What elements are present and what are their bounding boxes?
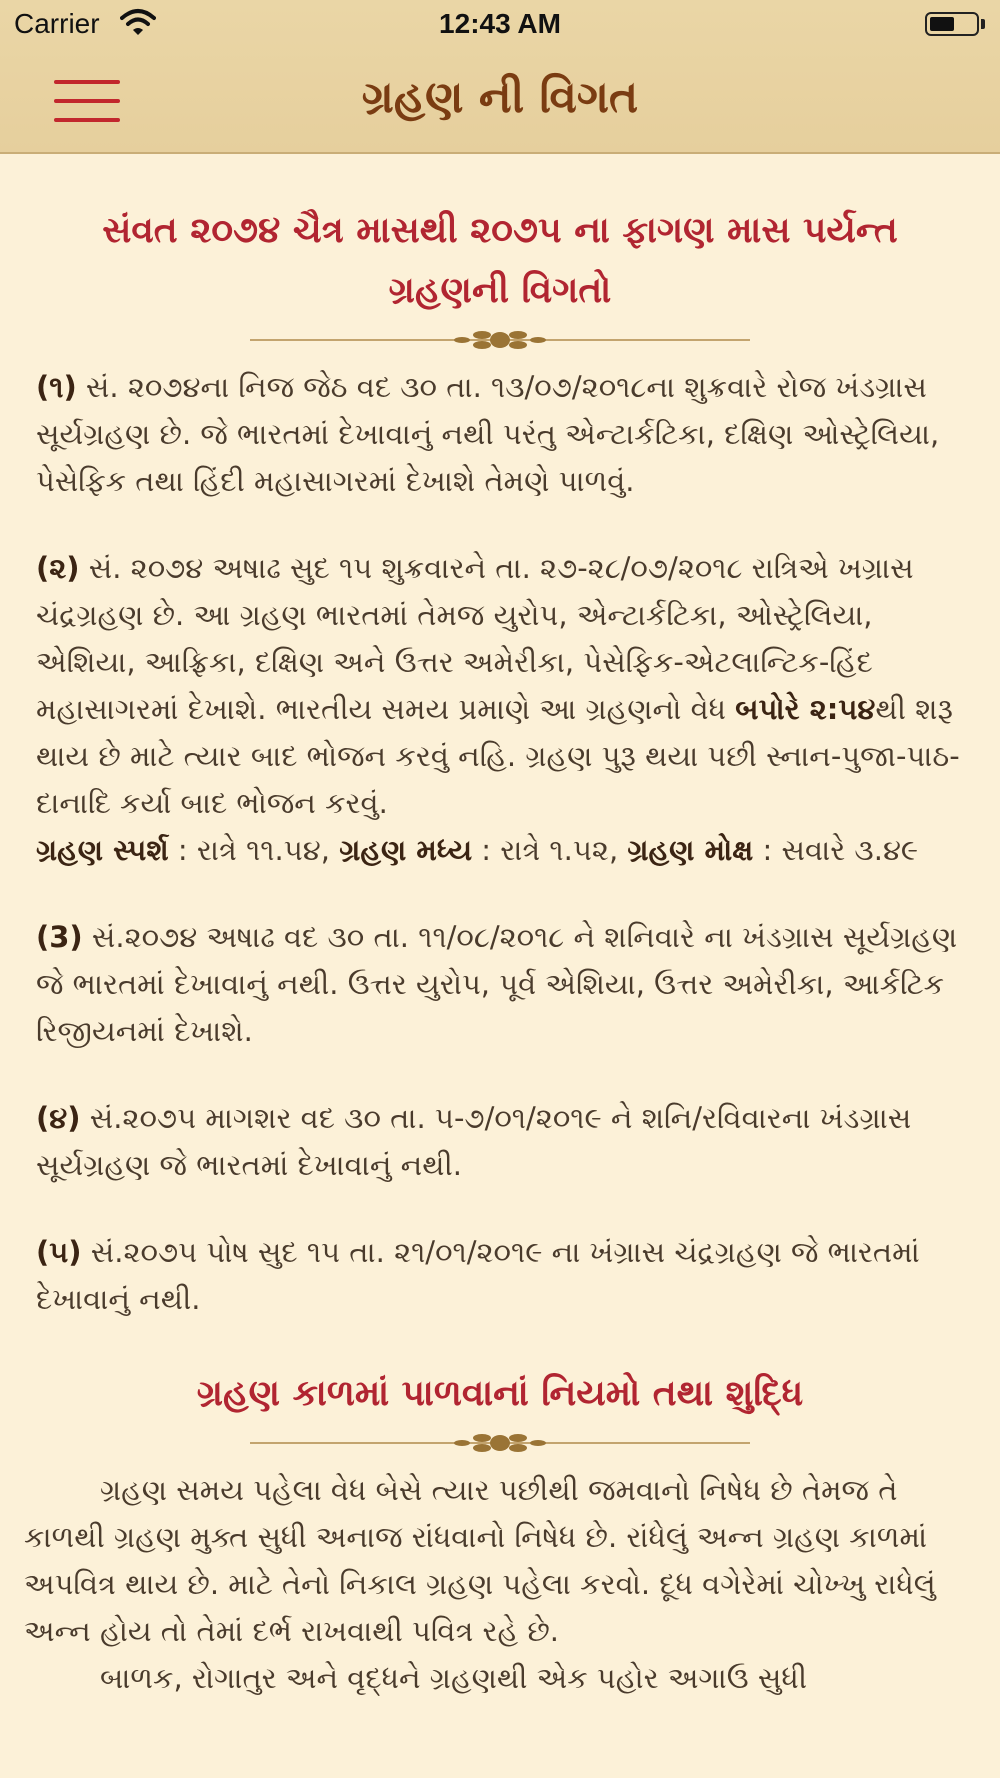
start-time: બપોરે ૨:૫૪	[735, 692, 876, 726]
battery-icon	[925, 12, 979, 36]
status-bar	[0, 0, 1000, 50]
item-number: (3)	[36, 920, 83, 954]
item-number: (૧)	[36, 370, 77, 404]
rules-paragraph-2: બાળક, રોગાતુર અને વૃદ્ધને ગ્રહણથી એક પહોર અગાઉ સુધી	[100, 1661, 808, 1695]
eclipse-item-4	[36, 1095, 966, 1189]
section-title-rules: ગ્રહણ કાળમાં પાળવાનાં નિયમો તથા શુદ્ધિ	[196, 1372, 804, 1414]
item-number: (૨)	[36, 551, 80, 585]
item-number: (૪)	[36, 1101, 81, 1135]
item-text: સં. ૨૦૭૪ના નિજ જેઠ વદ ૩૦ તા. ૧૩/૦૭/૨૦૧૮ના શુક્રવારે રોજ ખંડગ્રાસ સૂર્યગ્રહણ છે. જે ભારતમાં દેખાવાનું નથી પરંતુ એન્ટાર્કટિકા, દક્ષિણ ઓસ્ટ્રેલિયા, પેસેફિક તથા હિંદી મહાસાગરમાં દેખાશે તેમણે પાળવું.	[36, 370, 940, 498]
carrier-label: Carrier	[14, 8, 100, 39]
eclipse-item-3	[36, 914, 966, 1055]
item-text: સં.૨૦૭૪ અષાઢ વદ ૩૦ તા. ૧૧/૦૮/૨૦૧૮ ને શનિવારે ના ખંડગ્રાસ સૂર્યગ્રહણ જે ભારતમાં દેખાવાનું નથી. ઉત્તર યુરોપ, પૂર્વ એશિયા, ઉત્તર અમેરીકા, આર્કટિક રિજીયનમાં દેખાશે.	[36, 920, 958, 1048]
sparsh-value: : રાત્રે ૧૧.૫૪,	[168, 833, 340, 867]
item-text: થી શરૂ થાય છે માટે ત્યાર બાદ ભોજન કરવું નહિ. ગ્રહણ પુરૂ થયા પછી સ્નાન-પુજા-પાઠ-દાનાદિ કર્યા બાદ ભોજન કરવું.	[36, 692, 960, 820]
madhya-label: ગ્રહણ મધ્ય	[339, 833, 473, 867]
rules-paragraph: ગ્રહણ સમય પહેલા વેધ બેસે ત્યાર પછીથી જમવાનો નિષેધ છે તેમજ તે કાળથી ગ્રહણ મુક્ત સુધી અનાજ રાંધવાનો નિષેધ છે. રાંધેલું અન્ન ગ્રહણ કાળમાં અપવિત્ર થાય છે. માટે તેનો નિકાલ ગ્રહણ પહેલા કરવો. દૂધ વગેરેમાં ચોખ્ખુ રાધેલું અન્ન હોય તો તેમાં દર્ભ રાખવાથી પવિત્ર રહે છે.	[24, 1473, 936, 1648]
page-title: ગ્રહણ ની વિગત	[361, 72, 639, 123]
item-text: સં.૨૦૭૫ પોષ સુદ ૧૫ તા. ૨૧/૦૧/૨૦૧૯ ના ખંગ્રાસ ચંદ્રગ્રહણ જે ભારતમાં દેખાવાનું નથી.	[36, 1235, 920, 1316]
content-scroll[interactable]	[0, 200, 1000, 1702]
item-text: સં.૨૦૭૫ માગશર વદ ૩૦ તા. ૫-૭/૦૧/૨૦૧૯ ને શનિ/રવિવારના ખંડગ્રાસ સૂર્યગ્રહણ જે ભારતમાં દેખાવાનું નથી.	[36, 1101, 912, 1182]
battery-tip	[981, 19, 985, 29]
status-time: 12:43 AM	[439, 8, 561, 39]
moksh-value: : સવારે ૩.૪૯	[753, 833, 919, 867]
eclipse-item-5	[36, 1229, 966, 1323]
item-number: (૫)	[36, 1235, 82, 1269]
nav-bar	[0, 0, 1000, 154]
eclipse-item-1	[36, 364, 966, 505]
section-title-eclipse-details: સંવત ૨૦૭૪ ચૈત્ર માસથી ૨૦૭૫ ના ફાગણ માસ પર્યન્ત ગ્રહણની વિગતો	[102, 209, 898, 311]
item-text: સં. ૨૦૭૪ અષાઢ સુદ ૧૫ શુક્રવારને તા. ૨૭-૨૮/૦૭/૨૦૧૮ રાત્રિએ ખગ્રાસ ચંદ્રગ્રહણ છે. આ ગ્રહણ ભારતમાં તેમજ યુરોપ, એન્ટાર્કટિકા, ઓસ્ટ્રેલિયા, એશિયા, આફ્રિકા, દક્ષિણ અને ઉત્તર અમેરીકા, પેસેફિક-એટલાન્ટિક-હિંદ મહાસાગરમાં દેખાશે. ભારતીય સમય પ્રમાણે આ ગ્રહણનો વેધ	[36, 551, 914, 726]
ornamental-divider	[250, 1429, 750, 1457]
eclipse-item-2	[36, 545, 966, 874]
moksh-label: ગ્રહણ મોક્ષ	[627, 833, 754, 867]
madhya-value: : રાત્રે ૧.૫૨,	[472, 833, 628, 867]
sparsh-label: ગ્રહણ સ્પર્શ	[36, 833, 169, 867]
ornamental-divider	[250, 326, 750, 354]
